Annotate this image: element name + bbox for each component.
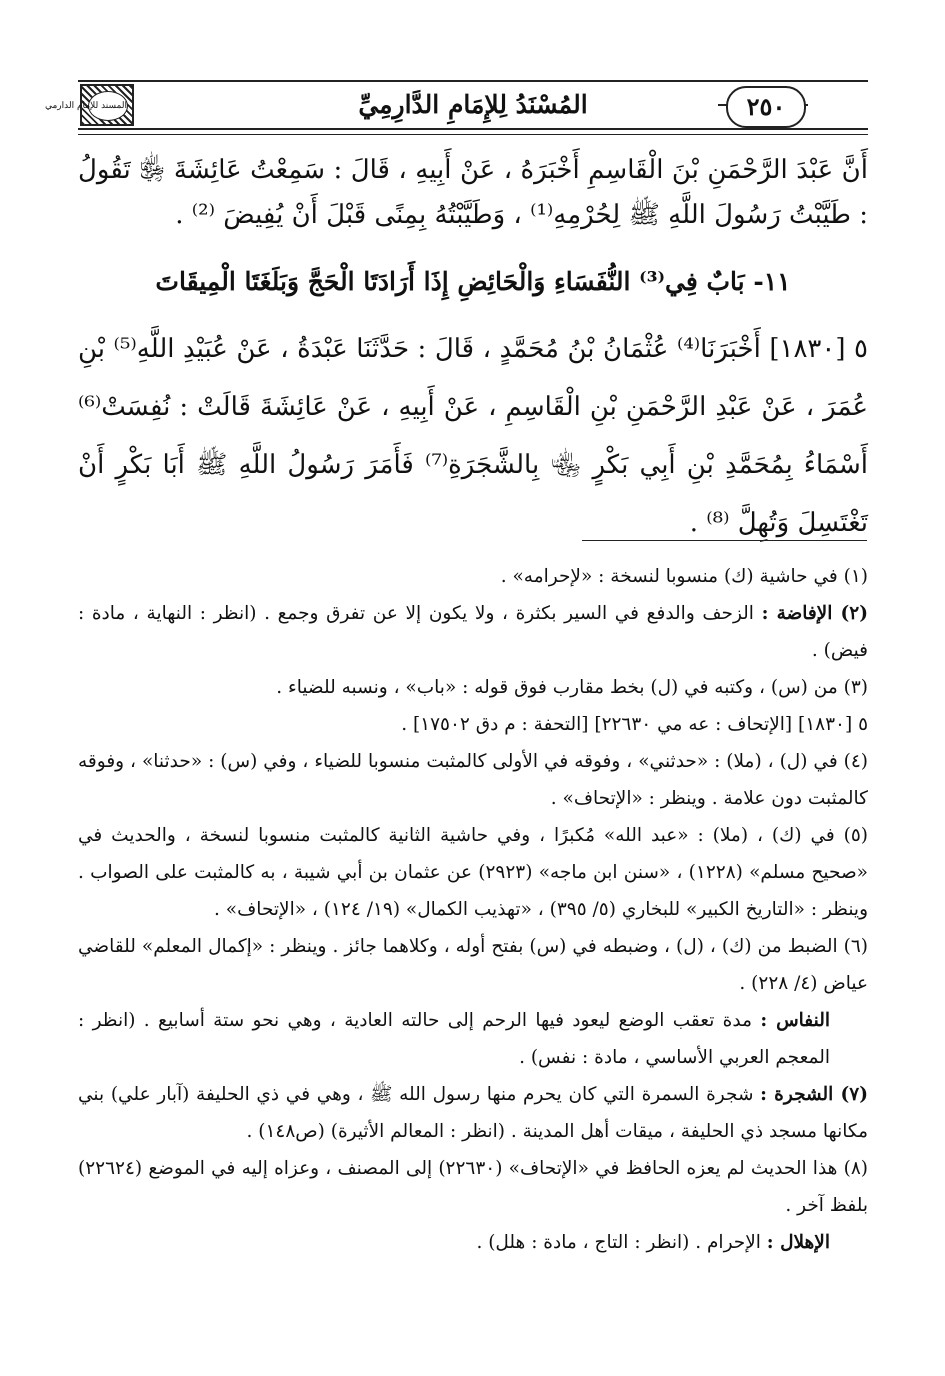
footnote-text: (٤) في (ل) ، (ملا) : «حدثني» ، وفوقه في الأولى كالمثبت منسوبا للضياء ، وفي (س) : «حدثنا» ، وفوقه كالمثبت دون علامة . وينظر : «الإتحاف» . — [78, 751, 868, 809]
footnote-2 — [78, 595, 868, 669]
footnote-4 — [78, 743, 868, 817]
footnote-term: (٢) الإفاضة : — [761, 603, 868, 624]
footnote-text: (٥) في (ك) ، (ملا) : «عبد الله» مُكبرًا ، وفي حاشية الثانية كالمثبت منسوبا لنسخة ، والحديث في «صحيح مسلم» (١٢٢٨) ، «سنن ابن ماجه» (٢٩٢٣) عن عثمان بن أبي شيبة ، به كالمثبت على الصواب . وينظر : «التاريخ الكبير» للبخاري (٥/ ٣٩٥) ، «تهذيب الكمال» (١٩/ ١٢٤) ، «الإتحاف» . — [78, 825, 868, 920]
footnote-3 — [78, 669, 868, 706]
footnote-5 — [78, 817, 868, 928]
footnote-6 — [78, 928, 868, 1002]
footnote-text: (٨) هذا الحديث لم يعزه الحافظ في «الإتحاف» (٢٢٦٣٠) إلى المصنف ، وعزاه إليه في الموضع (٢٢٦٢٤) بلفظ آخر . — [78, 1158, 868, 1216]
footnote-text: ٥ [١٨٣٠] [الإتحاف : عه مي ٢٢٦٣٠] [التحفة : م دق ١٧٥٠٢] . — [401, 714, 868, 735]
footnote-7 — [78, 1076, 868, 1150]
ornament-seal: المسند للإمام الدارمي — [88, 91, 128, 121]
footnote-text: شجرة السمرة التي كان يحرم منها رسول الله ﷺ ، وهي في ذي الحليفة (آبار علي) بني مكانها مسجد ذي الحليفة ، ميقات أهل المدينة . (انظر : المعالم الأثيرة) (ص١٤٨) . — [78, 1084, 868, 1142]
ornament-left — [44, 84, 134, 126]
footnote-text: مدة تعقب الوضع ليعود فيها الرحم إلى حالته العادية ، وهي نحو ستة أسابيع . (انظر : المعجم العربي الأساسي ، مادة : نفس) . — [78, 1010, 830, 1068]
hadith-1830: ٥ [١٨٣٠] أَخْبَرَنَا⁽⁴⁾ عُثْمَانُ بْنُ مُحَمَّدٍ ، قَالَ : حَدَّثَنَا عَبْدَةُ ، عَنْ عُبَيْدِ اللَّهِ⁽⁵⁾ بْنِ عُمَرَ ، عَنْ عَبْدِ الرَّحْمَنِ بْنِ الْقَاسِمِ ، عَنْ أَبِيهِ ، عَنْ عَائِشَةَ قَالَتْ : نُفِسَتْ⁽⁶⁾ أَسْمَاءُ بِمُحَمَّدِ بْنِ أَبِي بَكْرٍ ﵄ بِالشَّجَرَةِ⁽⁷⁾ فَأَمَرَ رَسُولُ اللَّهِ ﷺ أَبَا بَكْرٍ أَنْ تَغْتَسِلَ وَتُهِلَّ ⁽⁸⁾ . — [78, 334, 868, 538]
footnote-text: (٦) الضبط من (ك) ، (ل) ، وضبطه في (س) بفتح أوله ، وكلاهما جائز . وينظر : «إكمال المعلم» للقاضي عياض (٤/ ٢٢٨) . — [78, 936, 868, 994]
header-rule-top — [78, 80, 868, 82]
page-number: ٢٥٠ — [726, 86, 806, 128]
page-header — [44, 80, 868, 130]
header-rule-bottom-thin — [78, 134, 868, 135]
footnote-text: الزحف والدفع في السير بكثرة ، ولا يكون إلا عن تفرق وجمع . (انظر : النهاية ، مادة : فيض) . — [78, 603, 868, 661]
header-rule-bottom — [78, 128, 868, 130]
footnotes — [78, 558, 868, 1261]
footnote-1 — [78, 558, 868, 595]
running-title: المُسْنَدُ لِلإِمَامِ الدَّارِمِيِّ — [358, 90, 588, 119]
chapter-heading: ١١- بَابٌ فِي⁽³⁾ النُّفَسَاءِ وَالْحَائِضِ إِذَا أَرَادَتَا الْحَجَّ وَبَلَغَتَا الْمِيقَاتَ — [155, 267, 791, 296]
footnote-text: (٣) من (س) ، وكتبه في (ل) بخط مقارب فوق قوله : «باب» ، ونسبه للضياء . — [276, 677, 868, 698]
paragraph-1: أَنَّ عَبْدَ الرَّحْمَنِ بْنَ الْقَاسِمِ أَخْبَرَهُ ، عَنْ أَبِيهِ ، قَالَ : سَمِعْتُ عَائِشَةَ ﵂ تَقُولُ : طَيَّبْتُ رَسُولَ اللَّهِ ﷺ لِحُرْمِهِ⁽¹⁾ ، وَطَيَّبْتُهُ بِمِنًى قَبْلَ أَنْ يُفِيضَ ⁽²⁾ . — [78, 155, 868, 230]
footnote-term: النفاس : — [760, 1010, 831, 1031]
footnote-8-definition — [78, 1224, 868, 1261]
footnote-separator — [582, 540, 867, 541]
main-text-paragraph-2 — [78, 320, 868, 552]
footnote-text: (١) في حاشية (ك) منسوبا لنسخة : «لإحرامه» . — [500, 566, 868, 587]
footnote-8 — [78, 1150, 868, 1224]
footnote-6-definition — [78, 1002, 868, 1076]
footnote-reference-1830 — [78, 706, 868, 743]
footnote-term: (٧) الشجرة : — [760, 1084, 868, 1105]
footnote-text: الإحرام . (انظر : التاج ، مادة : هلل) . — [476, 1232, 767, 1253]
main-text-paragraph-1 — [78, 148, 868, 238]
footnote-term: الإهلال : — [766, 1232, 830, 1253]
